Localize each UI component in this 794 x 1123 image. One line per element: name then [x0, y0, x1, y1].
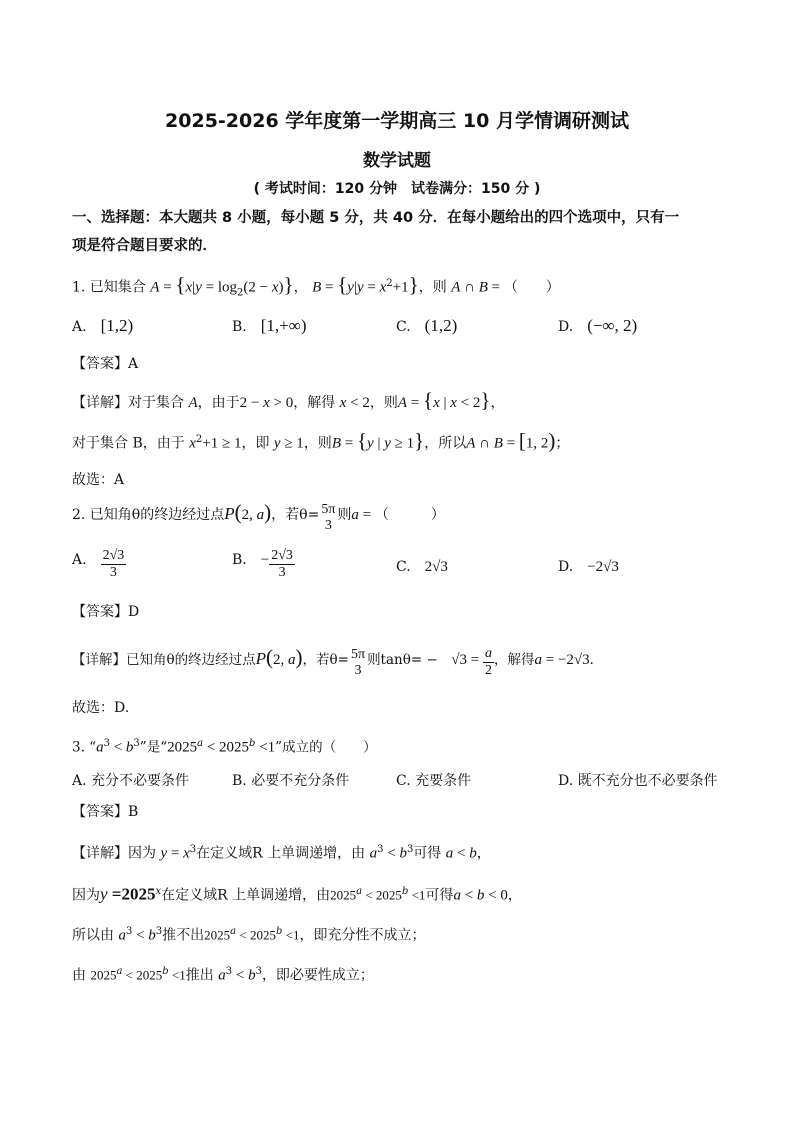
q3-detail-line2: 因为$y =2025^x$在定义域R 上单调递增，由$2025^a < 2025^b <1$可得a < b < 0， [72, 884, 522, 904]
set-b-expression: B [312, 279, 322, 296]
q2-option-b: B. − $\frac{2√3}{3}$ [232, 548, 293, 580]
q3-option-d: D. 既不充分也不必要条件 [558, 773, 718, 789]
q3-detail-line4: 由 $2025^a < 2025^b <1$推出 $a^3 < b^3$，即必要性成立； [72, 966, 374, 984]
question-3-stem: 3. “$a^3 < b^3$”是“$2025^a < 2025^b <1$”成立的（ ） [72, 738, 377, 756]
q3-option-c: C. 充要条件 [396, 773, 472, 789]
q1-option-b: B. [1,+∞) [232, 316, 307, 335]
q3-answer: 【答案】B [72, 804, 139, 820]
question-1-stem: 1. 已知集合 $A = \{x|y = \log_2(2 - x)\}$， $B = \{y|y = x^2+1\}$，则 A ∩ B = （ ） [72, 272, 560, 299]
section-instructions-line1: 一、选择题：本大题共 8 小题，每小题 5 分，共 40 分．在每小题给出的四个选项中，只有一 [72, 210, 680, 226]
set-a-expression: A [150, 279, 160, 296]
q1-choice: 故选：A [72, 472, 125, 488]
exam-subtitle: 数学试题 [363, 151, 431, 171]
section-instructions-line2: 项是符合题目要求的． [72, 238, 217, 254]
q3-option-b: B. 必要不充分条件 [232, 773, 350, 789]
q3-detail-line1: 【详解】因为 $y = x^3$在定义域R 上单调递增，由 $a^3 < b^3$可得 a < b， [72, 844, 491, 862]
q2-answer: 【答案】D [72, 604, 140, 620]
q2-option-a: A. $\frac{2√3}{3}$ [72, 548, 125, 580]
q1-answer: 【答案】A [72, 356, 139, 372]
exam-title: 2025-2026 学年度第一学期高三 10 月学情调研测试 [165, 110, 629, 132]
q2-choice: 故选：D. [72, 700, 130, 716]
q1-option-a: A. [1,2) [72, 316, 134, 335]
question-2-stem: 2. 已知角θ的终边经过点P(2, a)，若θ= 5π 3 则a = （ ） [72, 500, 445, 533]
q2-option-d: D. −2√3 [558, 559, 619, 575]
exam-info: ( 考试时间：120 分钟 试卷满分：150 分 ) [253, 181, 541, 197]
q3-detail-line3: 所以由 $a^3 < b^3$推不出$2025^a < 2025^b <1$，即充分性不成立； [72, 926, 426, 944]
q1-detail-line1: 【详解】对于集合 A，由于2 − x > 0，解得 x < 2，则A = {x | x < 2}， [72, 388, 505, 412]
q1-option-d: D. (−∞, 2) [558, 316, 638, 335]
q2-detail: 【详解】已知角θ的终边经过点P(2, a)，若θ= 5π 3 则tanθ= − √3 = $\frac{a}{2}$ ，解得a = −2√3． [72, 645, 604, 678]
q1-option-c: C. (1,2) [396, 316, 458, 335]
q1-detail-line2: 对于集合 B，由于 $x^2+1 \ge 1$，即 y ≥ 1，则B = {y | y ≥ 1}，所以A ∩ B = [1, 2)； [72, 428, 570, 453]
q3-option-a: A. 充分不必要条件 [72, 773, 190, 789]
q2-option-c: C. 2√3 [396, 559, 448, 575]
